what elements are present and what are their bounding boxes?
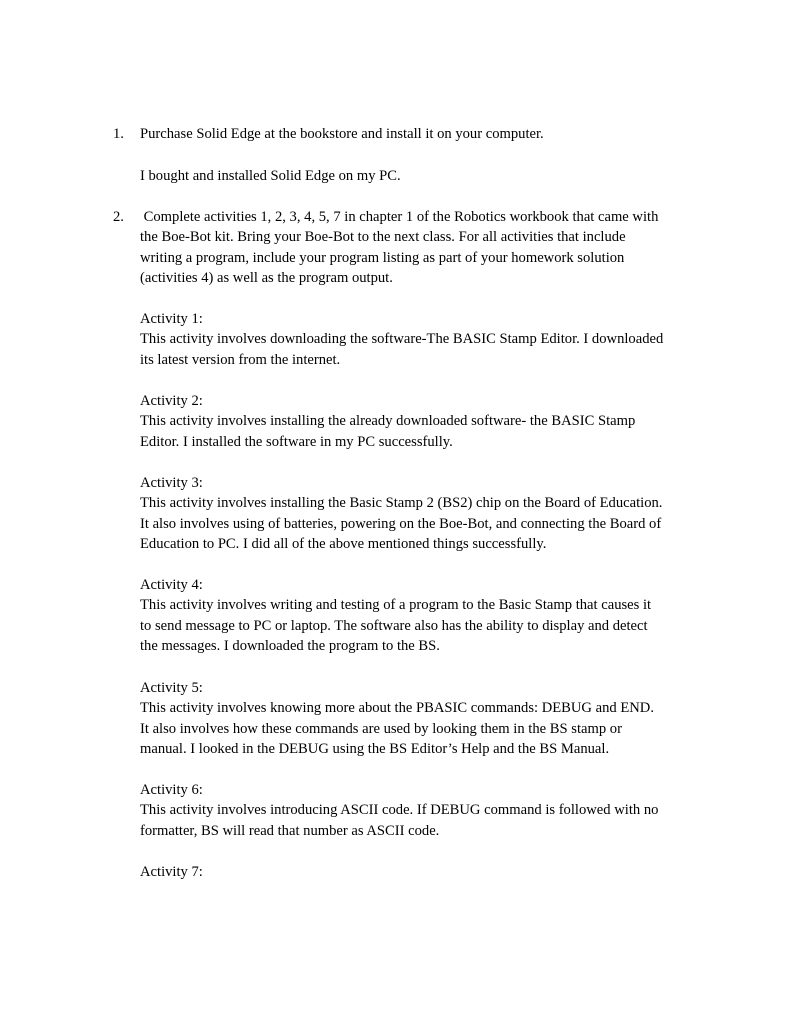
question-text-line: writing a program, include your program listing as part of your homework solution: [140, 249, 625, 266]
activity-1: [140, 309, 713, 370]
activity-label: Activity 6:: [140, 782, 203, 798]
question-text-line: the Boe-Bot kit. Bring your Boe-Bot to the next class. For all activities that include: [140, 229, 626, 246]
activity-text-line: Education to PC. I did all of the above mentioned things successfully.: [140, 536, 547, 553]
activity-text-line: formatter, BS will read that number as ASCII code.: [140, 822, 440, 839]
activity-text-line: This activity involves installing the Basic Stamp 2 (BS2) chip on the Board of Education.: [140, 495, 663, 512]
answer-1: [140, 166, 713, 186]
activity-text-line: This activity involves installing the already downloaded software- the BASIC Stamp: [140, 413, 636, 430]
activity-text-line: the messages. I downloaded the program to the BS.: [140, 638, 440, 655]
activity-label: Activity 1:: [140, 311, 203, 327]
activity-text-line: It also involves using of batteries, powering on the Boe-Bot, and connecting the Board of: [140, 515, 662, 532]
activity-text-line: This activity involves writing and testing of a program to the Basic Stamp that causes it: [140, 597, 652, 614]
activity-text-line: This activity involves downloading the software-The BASIC Stamp Editor. I downloaded: [140, 331, 664, 348]
activity-7: [140, 862, 713, 882]
activity-text-line: This activity involves knowing more about the PBASIC commands: DEBUG and END.: [140, 700, 654, 717]
activity-label: Activity 5:: [140, 680, 203, 696]
activity-text-line: This activity involves introducing ASCII code. If DEBUG command is followed with no: [140, 802, 659, 819]
question-text-line: Complete activities 1, 2, 3, 4, 5, 7 in chapter 1 of the Robotics workbook that came with: [140, 209, 659, 225]
activity-label: Activity 4:: [140, 577, 203, 593]
question-text-line: Purchase Solid Edge at the bookstore and install it on your computer.: [140, 126, 544, 142]
list-item-number: 1.: [113, 126, 124, 142]
question-text-line: (activities 4) as well as the program output.: [140, 270, 393, 287]
activity-text-line: its latest version from the internet.: [140, 351, 341, 368]
activity-2: [140, 391, 713, 452]
activity-6: [140, 780, 713, 841]
list-item-1: [113, 124, 713, 144]
activity-label: Activity 3:: [140, 475, 203, 491]
activity-3: [140, 473, 713, 555]
answer-text: I bought and installed Solid Edge on my PC.: [140, 168, 401, 184]
activity-text-line: It also involves how these commands are used by looking them in the BS stamp or: [140, 720, 622, 737]
activity-5: [140, 678, 713, 760]
activity-text-line: manual. I looked in the DEBUG using the BS Editor’s Help and the BS Manual.: [140, 741, 610, 758]
activity-label: Activity 2:: [140, 393, 203, 409]
activity-4: [140, 575, 713, 657]
activity-text-line: to send message to PC or laptop. The software also has the ability to display and detect: [140, 617, 648, 634]
list-item-number: 2.: [113, 209, 124, 225]
activity-text-line: Editor. I installed the software in my PC successfully.: [140, 433, 453, 450]
activity-label: Activity 7:: [140, 864, 203, 880]
list-item-2: [113, 207, 713, 289]
